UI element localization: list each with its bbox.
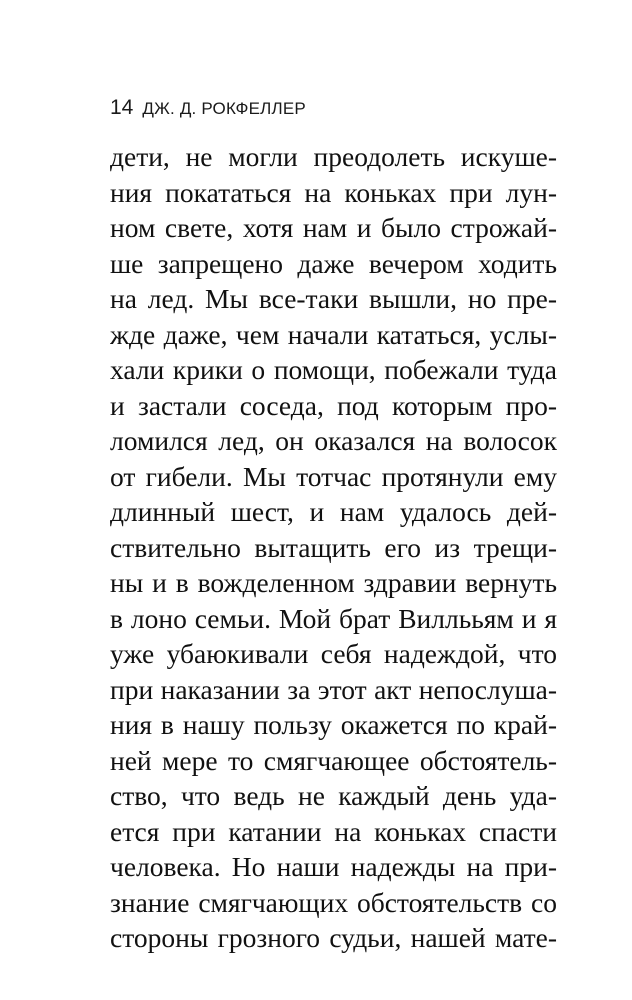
running-header [110, 96, 306, 122]
text-line: знание смягчающих обстоятельств со [110, 886, 557, 918]
text-line: при наказании за этот акт непослуша- [110, 673, 557, 705]
text-line: от гибели. Мы тотчас протянули ему [110, 460, 557, 492]
text-line: в лоно семьи. Мой брат Виллььям и я [110, 602, 557, 634]
text-line: дети, не могли преодолеть искуше- [110, 141, 557, 172]
text-line: человека. Но наши надежды на при- [110, 851, 557, 882]
text-line: ния в нашу пользу окажется по край- [110, 709, 557, 740]
text-line: на лед. Мы все-таки вышли, но пре- [110, 283, 557, 314]
text-line: уже убаюкивали себя надеждой, что [110, 638, 557, 669]
text-line: хали крики о помощи, побежали туда [110, 354, 557, 385]
text-line: ном свете, хотя нам и было строжай- [110, 212, 557, 243]
text-line: ствительно вытащить его из трещи- [110, 531, 557, 563]
text-line: ны и в вожделенном здравии вернуть [110, 567, 557, 598]
running-head-author: ДЖ. Д. РОКФЕЛЛЕР [142, 99, 306, 118]
text-line: ния покататься на коньках при лун- [110, 176, 557, 208]
text-line: ней мере то смягчающее обстоятель- [110, 744, 557, 776]
text-line: ство, что ведь не каждый день уда- [110, 780, 557, 811]
text-line: жде даже, чем начали кататься, услы- [110, 318, 557, 350]
body-text [110, 139, 557, 956]
text-line: длинный шест, и нам удалось дей- [110, 496, 557, 527]
text-line: ломился лед, он оказался на волосок [110, 425, 557, 456]
text-line: ется при катании на коньках спасти [110, 815, 557, 847]
text-line: и застали соседа, под которым про- [110, 389, 557, 421]
page-number: 14 [110, 96, 134, 119]
text-line: ше запрещено даже вечером ходить [110, 247, 557, 279]
text-line: стороны грозного судьи, нашей мате- [110, 922, 557, 953]
